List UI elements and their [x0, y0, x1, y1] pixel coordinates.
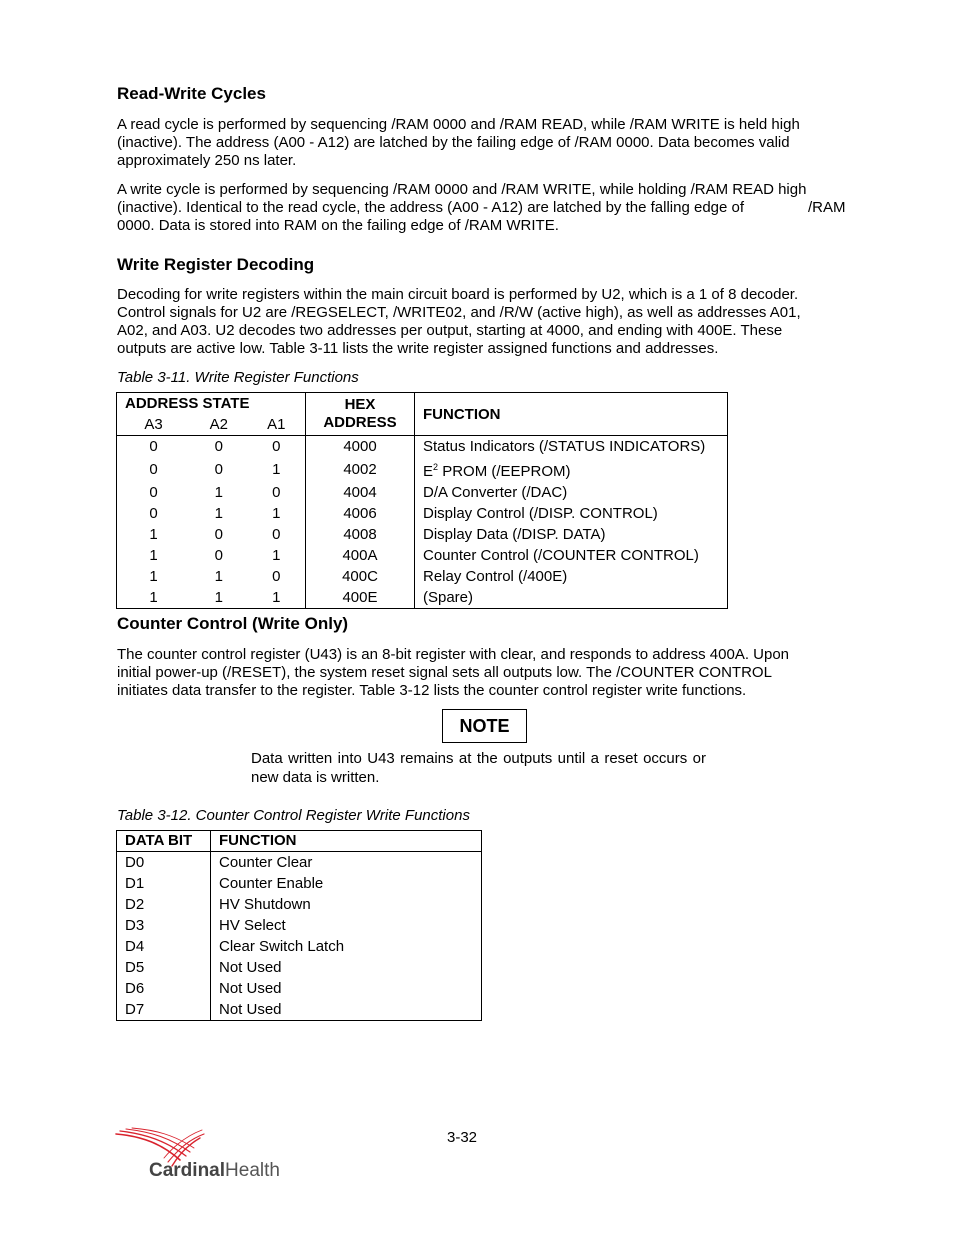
cell-a3: 1: [149, 547, 158, 564]
cell-function: Clear Switch Latch: [219, 938, 345, 955]
write-register-functions-table: [116, 392, 728, 609]
paragraph-read-cycle: [117, 116, 800, 170]
cell-a3: 0: [149, 461, 158, 478]
text-line-part: /RAM: [808, 199, 846, 216]
cell-a2: 1: [214, 505, 223, 522]
cell-hex: 400E: [306, 587, 415, 609]
text-line: initial power-up (/RESET), the system reset signal sets all outputs low. The /COUNTER CONTROL: [117, 664, 772, 681]
text-line: 0000. Data is stored into RAM on the failing edge of /RAM WRITE.: [117, 217, 559, 234]
cell-function: Counter Enable: [219, 875, 324, 892]
cell-hex: 400A: [306, 545, 415, 566]
cell-data-bit: D7: [117, 999, 211, 1021]
paragraph-counter-control: [117, 646, 789, 700]
table-row: [117, 436, 728, 458]
cell-function: HV Select: [219, 917, 286, 934]
paragraph-write-register: [117, 286, 801, 358]
cell-a3: 1: [149, 568, 158, 585]
table-3-12-caption: Table 3-12. Counter Control Register Write Functions: [117, 807, 470, 824]
header-a1: A1: [248, 413, 306, 436]
cell-function: Counter Control (/COUNTER CONTROL): [423, 547, 699, 564]
paragraph-write-cycle: [117, 181, 852, 235]
function-superscript: 2: [433, 462, 439, 472]
table-row: [117, 545, 728, 566]
header-a2: A2: [190, 413, 247, 436]
cell-data-bit: D3: [117, 915, 211, 936]
cell-hex: 4008: [306, 524, 415, 545]
cell-function: [415, 457, 728, 482]
cell-function: Display Data (/DISP. DATA): [423, 526, 606, 543]
cell-data-bit: D2: [117, 894, 211, 915]
table-row: [117, 852, 482, 874]
cell-hex: 4000: [306, 436, 415, 458]
table-row: [117, 978, 482, 999]
cell-a3: 1: [149, 589, 158, 606]
cell-a1: 1: [272, 589, 281, 606]
table-row: [117, 957, 482, 978]
cell-data-bit: D4: [117, 936, 211, 957]
cell-a2: 0: [214, 526, 223, 543]
header-a3: A3: [117, 413, 191, 436]
cell-a2: 0: [214, 547, 223, 564]
cell-function: HV Shutdown: [219, 896, 311, 913]
table-header-row: [117, 831, 482, 852]
cell-function: (Spare): [423, 589, 474, 606]
note-label-box: NOTE: [442, 709, 527, 743]
cell-data-bit: D5: [117, 957, 211, 978]
cell-data-bit: D1: [117, 873, 211, 894]
cell-a1: 1: [272, 461, 281, 478]
cell-hex: 400C: [306, 566, 415, 587]
table-3-11-caption: Table 3-11. Write Register Functions: [117, 369, 359, 386]
cell-function: D/A Converter (/DAC): [423, 484, 568, 501]
text-line: The counter control register (U43) is an 8-bit register with clear, and responds to address 400A. Upon: [117, 646, 790, 663]
text-line: approximately 250 ns later.: [117, 152, 297, 169]
text-line: Control signals for U2 are /REGSELECT, /WRITE02, and /R/W (active high), as well as addresses A01,: [117, 304, 801, 321]
table-row: [117, 936, 482, 957]
cell-a2: 0: [214, 438, 223, 455]
cell-a1: 1: [272, 505, 281, 522]
text-line: Decoding for write registers within the main circuit board is performed by U2, which is a 1 of 8 decoder.: [117, 286, 799, 303]
table-row: [117, 566, 728, 587]
cell-data-bit: D0: [117, 852, 211, 874]
table-row: [117, 587, 728, 609]
note-text: Data written into U43 remains at the outputs until a reset occurs or new data is written.: [251, 750, 706, 786]
cell-hex: 4006: [306, 503, 415, 524]
cell-function: Not Used: [219, 959, 282, 976]
cardinal-health-wordmark: [149, 1160, 280, 1182]
cell-a3: 0: [149, 505, 158, 522]
cell-a3: 0: [149, 438, 158, 455]
cell-function: Counter Clear: [219, 854, 313, 871]
cell-a2: 0: [214, 461, 223, 478]
table-row: [117, 457, 728, 482]
table-row: [117, 524, 728, 545]
header-data-bit: DATA BIT: [117, 831, 211, 852]
cell-data-bit: D6: [117, 978, 211, 999]
table-row: [117, 873, 482, 894]
heading-write-register-decoding: Write Register Decoding: [117, 255, 315, 274]
heading-counter-control: Counter Control (Write Only): [117, 614, 349, 633]
header-hex-address: [306, 393, 415, 436]
heading-read-write-cycles: Read-Write Cycles: [117, 84, 266, 103]
cell-a2: 1: [214, 589, 223, 606]
cell-hex: 4002: [306, 457, 415, 482]
cell-function: Not Used: [219, 1001, 282, 1018]
logo-word-health: Health: [225, 1160, 280, 1181]
cell-a1: 0: [272, 526, 281, 543]
cell-function: Display Control (/DISP. CONTROL): [423, 505, 658, 522]
text-line: [117, 199, 852, 217]
cell-a1: 1: [272, 547, 281, 564]
header-hex-line1: HEX: [344, 396, 376, 413]
header-function: FUNCTION: [415, 393, 728, 436]
table-row: [117, 999, 482, 1021]
cell-a1: 0: [272, 438, 281, 455]
cell-hex: 4004: [306, 482, 415, 503]
cell-a3: 0: [149, 484, 158, 501]
function-prefix: E: [423, 463, 434, 480]
text-line: A write cycle is performed by sequencing /RAM 0000 and /RAM WRITE, while holding /RAM READ high: [117, 181, 807, 198]
cell-a1: 0: [272, 484, 281, 501]
text-line: A02, and A03. U2 decodes two addresses per output, starting at 4000, and ending with 400E. These: [117, 322, 783, 339]
table-row: [117, 482, 728, 503]
function-suffix: PROM (/EEPROM): [438, 463, 571, 480]
cell-a2: 1: [214, 568, 223, 585]
logo-word-cardinal: Cardinal: [149, 1160, 226, 1181]
table-row: [117, 894, 482, 915]
text-line: initiates data transfer to the register. Table 3-12 lists the counter control register write functions.: [117, 682, 747, 699]
text-line: (inactive). The address (A00 - A12) are latched by the failing edge of /RAM 0000. Data becomes valid: [117, 134, 790, 151]
table-row: [117, 503, 728, 524]
counter-control-functions-table: [116, 830, 482, 1021]
cell-a3: 1: [149, 526, 158, 543]
header-function: FUNCTION: [211, 831, 482, 852]
text-line-part: (inactive). Identical to the read cycle, the address (A00 - A12) are latched by the falling edge of: [117, 199, 745, 216]
header-address-state: ADDRESS STATE: [125, 395, 250, 412]
text-line: outputs are active low. Table 3-11 lists the write register assigned functions and addresses.: [117, 340, 719, 357]
cell-a2: 1: [214, 484, 223, 501]
text-line: A read cycle is performed by sequencing /RAM 0000 and /RAM READ, while /RAM WRITE is held high: [117, 116, 800, 133]
cell-a1: 0: [272, 568, 281, 585]
table-row: [117, 915, 482, 936]
page-number: 3-32: [447, 1129, 478, 1146]
cell-function: Relay Control (/400E): [423, 568, 568, 585]
header-hex-line2: ADDRESS: [323, 414, 397, 431]
cell-function: Not Used: [219, 980, 282, 997]
cell-function: Status Indicators (/STATUS INDICATORS): [423, 438, 706, 455]
